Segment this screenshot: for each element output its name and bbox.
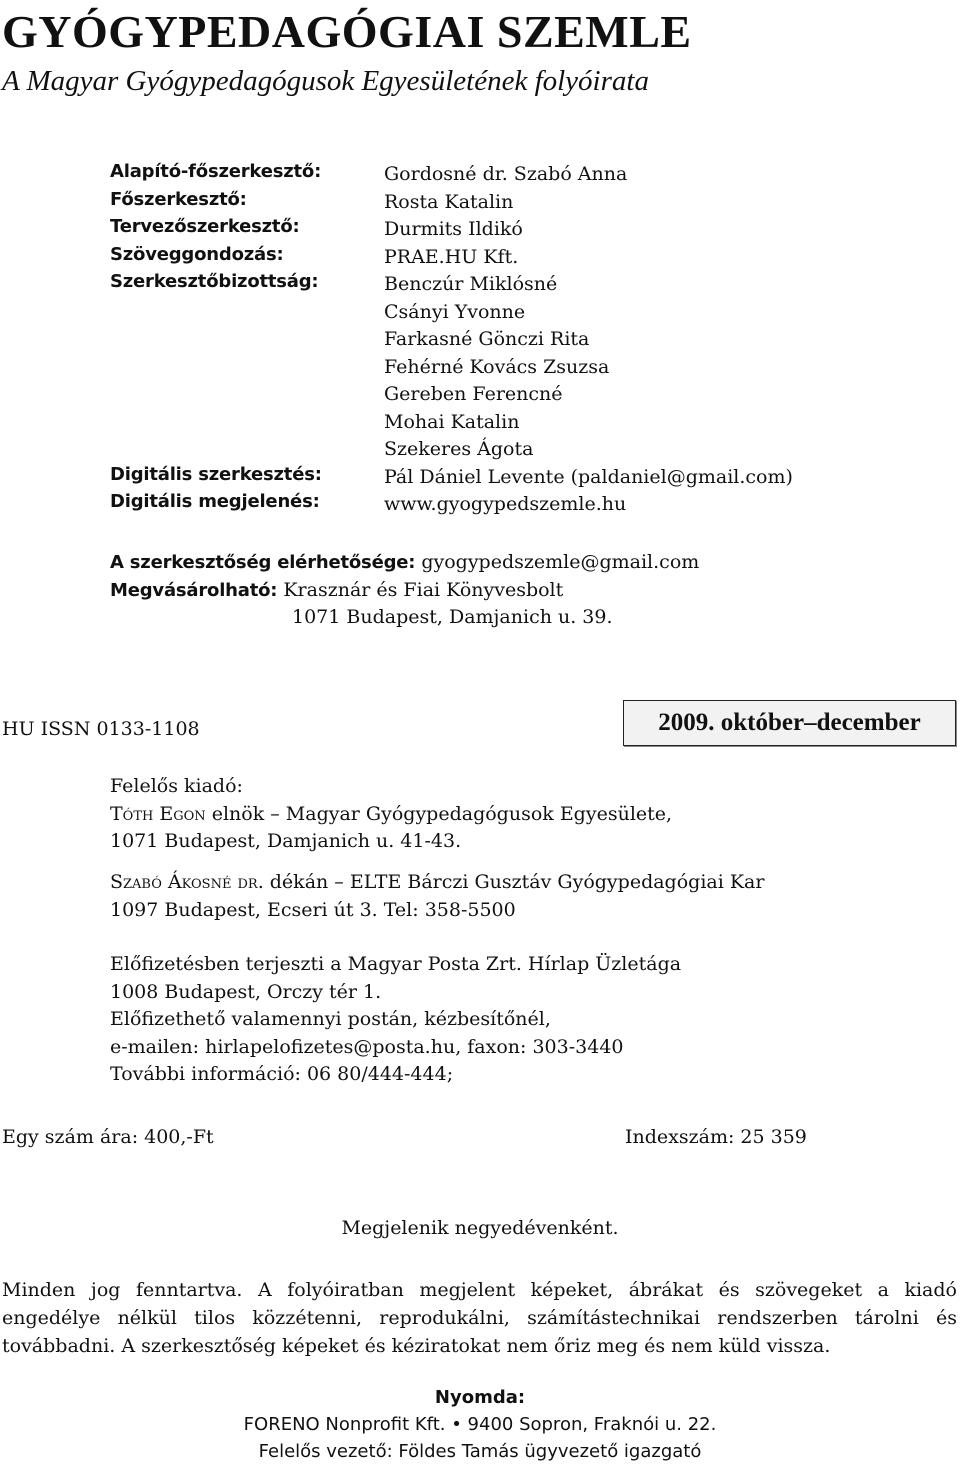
purchase-label: Megvásárolható: xyxy=(110,580,278,601)
staff-values xyxy=(384,161,793,519)
rights-notice: Minden jog fenntartva. A folyóiratban megjelent képeket, ábrákat és szövegeket a kiadó engedélye nélkül tilos közzétenni, reprodukálni, számítástechnikai rendszerben tárolni és továbbadni. A szerkesztőség képeket és kéziratokat nem őriz meg és nem küld vissza. xyxy=(2,1279,957,1357)
publisher-person-1-address: 1071 Budapest, Damjanich u. 41-43. xyxy=(110,830,462,852)
purchase-address: 1071 Budapest, Damjanich u. 39. xyxy=(292,606,613,628)
issue-date: 2009. október–december xyxy=(658,709,921,736)
distribution-line: Előfizethető valamennyi postán, kézbesítőnél, xyxy=(110,1008,551,1030)
purchase-line xyxy=(110,577,563,605)
issue-date-box xyxy=(623,700,956,746)
purchase-store: Krasznár és Fiai Könyvesbolt xyxy=(283,579,564,601)
distribution-line: Előfizetésben terjeszti a Magyar Posta Zrt. Hírlap Üzletága xyxy=(110,953,682,975)
editor-in-chief-label: Főszerkesztő: xyxy=(110,188,247,210)
price: Egy szám ára: 400,-Ft xyxy=(2,1126,214,1148)
board-member: Benczúr Miklósné xyxy=(384,273,558,295)
design-editor: Durmits Ildikó xyxy=(384,218,523,240)
printer-line-2: Felelős vezető: Földes Tamás ügyvezető igazgató xyxy=(258,1441,702,1462)
staff-labels xyxy=(110,161,322,519)
digital-publication-label: Digitális megjelenés: xyxy=(110,491,320,512)
board-member: Fehérné Kovács Zsuzsa xyxy=(384,355,610,378)
publisher-block-2 xyxy=(110,869,764,924)
publisher-label: Felelős kiadó: xyxy=(110,775,243,797)
distribution-line: 1008 Budapest, Orczy tér 1. xyxy=(110,980,382,1003)
frequency-note: Megjelenik negyedévenként. xyxy=(341,1217,619,1239)
board-member: Csányi Yvonne xyxy=(384,300,526,323)
board-label: Szerkesztőbizottság: xyxy=(110,271,319,292)
publisher-person-1: Tóth Egon elnök – Magyar Gyógypedagógusok Egyesülete, xyxy=(110,802,673,825)
publisher-person-2-name: Szabó Ákosné dr. xyxy=(110,871,264,893)
design-editor-label: Tervezőszerkesztő: xyxy=(110,216,300,237)
founding-editor: Gordosné dr. Szabó Anna xyxy=(384,163,628,185)
reachability-label: A szerkesztőség elérhetősége: xyxy=(110,552,416,573)
distribution-line: e-mailen: hirlapelofizetes@posta.hu, faxon: 303-3440 xyxy=(110,1035,624,1058)
publisher-person-2-address: 1097 Budapest, Ecseri út 3. Tel: 358-5500 xyxy=(110,898,516,921)
digital-publication-url[interactable]: www.gyogypedszemle.hu xyxy=(384,493,627,515)
board-member: Mohai Katalin xyxy=(384,410,520,433)
board-member: Szekeres Ágota xyxy=(384,438,534,460)
issn: HU ISSN 0133-1108 xyxy=(2,718,200,740)
copy-editing-label: Szöveggondozás: xyxy=(110,243,284,265)
founding-editor-label: Alapító-főszerkesztő: xyxy=(110,161,322,182)
reachability-email[interactable]: gyogypedszemle@gmail.com xyxy=(421,551,700,573)
journal-title: GYÓGYPEDAGÓGIAI SZEMLE xyxy=(2,6,692,57)
digital-editing-label: Digitális szerkesztés: xyxy=(110,463,322,485)
publisher-person-1-name: Tóth Egon xyxy=(110,802,206,825)
contact-line xyxy=(110,549,699,577)
copy-editing: PRAE.HU Kft. xyxy=(384,245,519,268)
distribution-block xyxy=(110,951,681,1089)
printer-line-1: FORENO Nonprofit Kft. • 9400 Sopron, Fraknói u. 22. xyxy=(243,1414,717,1435)
journal-subtitle: A Magyar Gyógypedagógusok Egyesületének folyóirata xyxy=(2,65,649,97)
index-number: Indexszám: 25 359 xyxy=(625,1126,807,1148)
publisher-person-2: Szabó Ákosné dr. dékán – ELTE Bárczi Gusztáv Gyógypedagógiai Kar xyxy=(110,871,765,893)
board-member: Gereben Ferencné xyxy=(384,383,563,405)
board-member: Farkasné Gönczi Rita xyxy=(384,328,590,350)
distribution-line: További információ: 06 80/444-444; xyxy=(110,1063,454,1085)
printer-label: Nyomda: xyxy=(434,1387,526,1408)
editor-in-chief: Rosta Katalin xyxy=(384,190,514,213)
publisher-block xyxy=(110,773,672,856)
digital-editing: Pál Dániel Levente (paldaniel@gmail.com) xyxy=(384,465,793,488)
